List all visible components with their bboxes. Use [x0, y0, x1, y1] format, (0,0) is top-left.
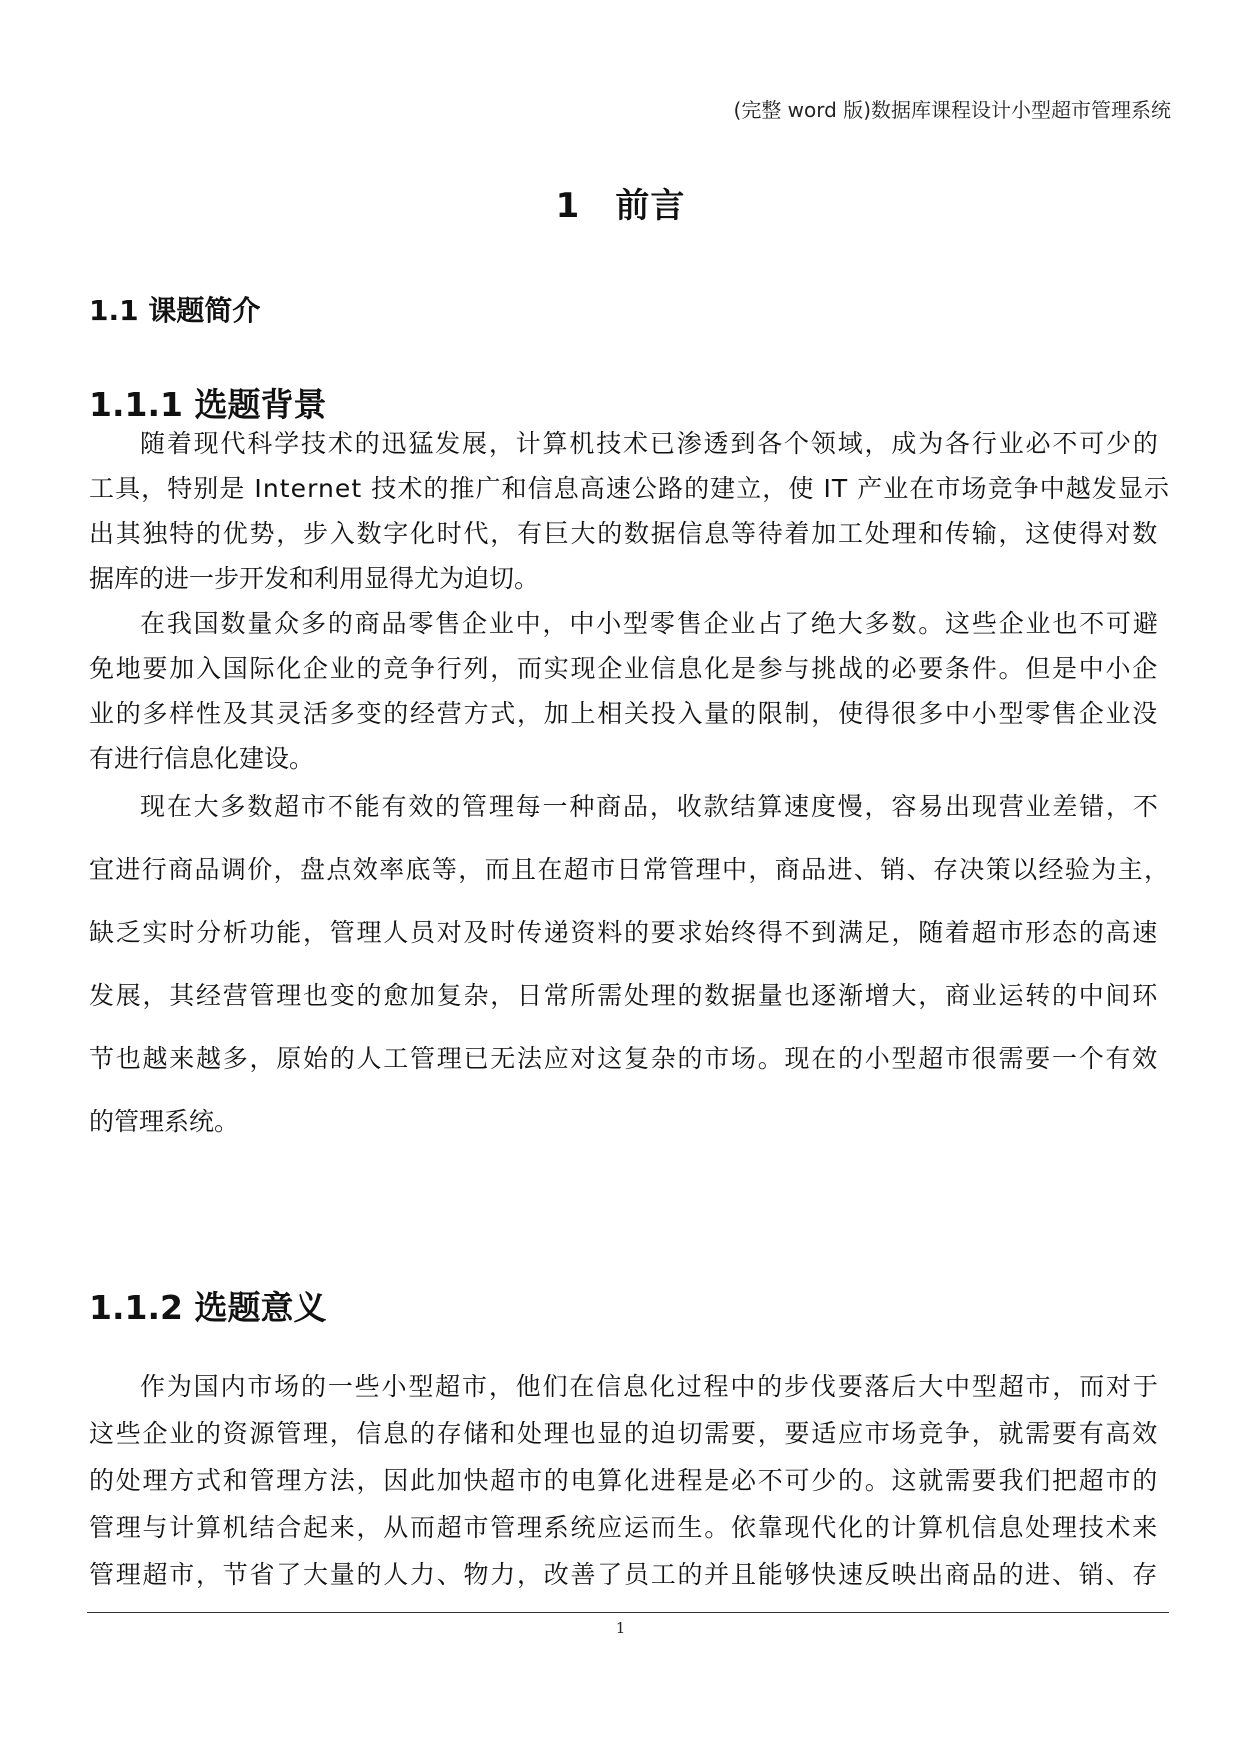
paragraph-line: 出其独特的优势，步入数字化时代，有巨大的数据信息等待着加工处理和传输，这使得对数: [89, 519, 1160, 548]
paragraph-line: 宜进行商品调价，盘点效率底等，而且在超市日常管理中，商品进、销、存决策以经验为主，: [89, 855, 1171, 884]
paragraph-line: 发展，其经营管理也变的愈加复杂，日常所需处理的数据量也逐渐增大，商业运转的中间环: [89, 981, 1160, 1010]
paragraph-line: 业的多样性及其灵活多变的经营方式，加上相关投入量的限制，使得很多中小型零售企业没: [89, 699, 1160, 728]
paragraph-line: 的管理系统。: [89, 1107, 240, 1136]
subsection-heading: 1.1.2 选题意义: [89, 1288, 327, 1327]
paragraph-line: 据库的进一步开发和利用显得尤为迫切。: [89, 564, 540, 593]
paragraph-line: 缺乏实时分析功能，管理人员对及时传递资料的要求始终得不到满足，随着超市形态的高速: [89, 918, 1160, 947]
paragraph-line: 管理与计算机结合起来，从而超市管理系统应运而生。依靠现代化的计算机信息处理技术来: [89, 1513, 1160, 1542]
paragraph-line: 节也越来越多，原始的人工管理已无法应对这复杂的市场。现在的小型超市很需要一个有效: [89, 1044, 1160, 1073]
running-header: (完整 word 版)数据库课程设计小型超市管理系统: [733, 98, 1171, 122]
chapter-title: 1 前言: [555, 186, 686, 226]
paragraph-line: 这些企业的资源管理，信息的存储和处理也显的迫切需要，要适应市场竞争，就需要有高效: [89, 1419, 1160, 1448]
paragraph-line: 免地要加入国际化企业的竞争行列，而实现企业信息化是参与挑战的必要条件。但是中小企: [89, 654, 1160, 683]
footer-divider: [87, 1612, 1169, 1613]
paragraph-line: 工具，特别是 Internet 技术的推广和信息高速公路的建立，使 IT 产业在市场竞争中越发显示: [89, 474, 1171, 503]
paragraph-line: 有进行信息化建设。: [89, 744, 315, 773]
subsection-heading: 1.1.1 选题背景: [89, 385, 327, 424]
paragraph-line: 现在大多数超市不能有效的管理每一种商品，收款结算速度慢，容易出现营业差错，不: [140, 792, 1160, 821]
paragraph-line: 的处理方式和管理方法，因此加快超市的电算化进程是必不可少的。这就需要我们把超市的: [89, 1466, 1160, 1495]
section-heading: 1.1 课题简介: [89, 294, 261, 327]
paragraph-line: 管理超市，节省了大量的人力、物力，改善了员工的并且能够快速反映出商品的进、销、存: [89, 1560, 1160, 1589]
paragraph-line: 随着现代科学技术的迅猛发展，计算机技术已渗透到各个领域，成为各行业必不可少的: [140, 429, 1160, 458]
page-number: 1: [615, 1619, 626, 1637]
paragraph-line: 作为国内市场的一些小型超市，他们在信息化过程中的步伐要落后大中型超市，而对于: [140, 1372, 1160, 1401]
paragraph-line: 在我国数量众多的商品零售企业中，中小型零售企业占了绝大多数。这些企业也不可避: [140, 609, 1160, 638]
